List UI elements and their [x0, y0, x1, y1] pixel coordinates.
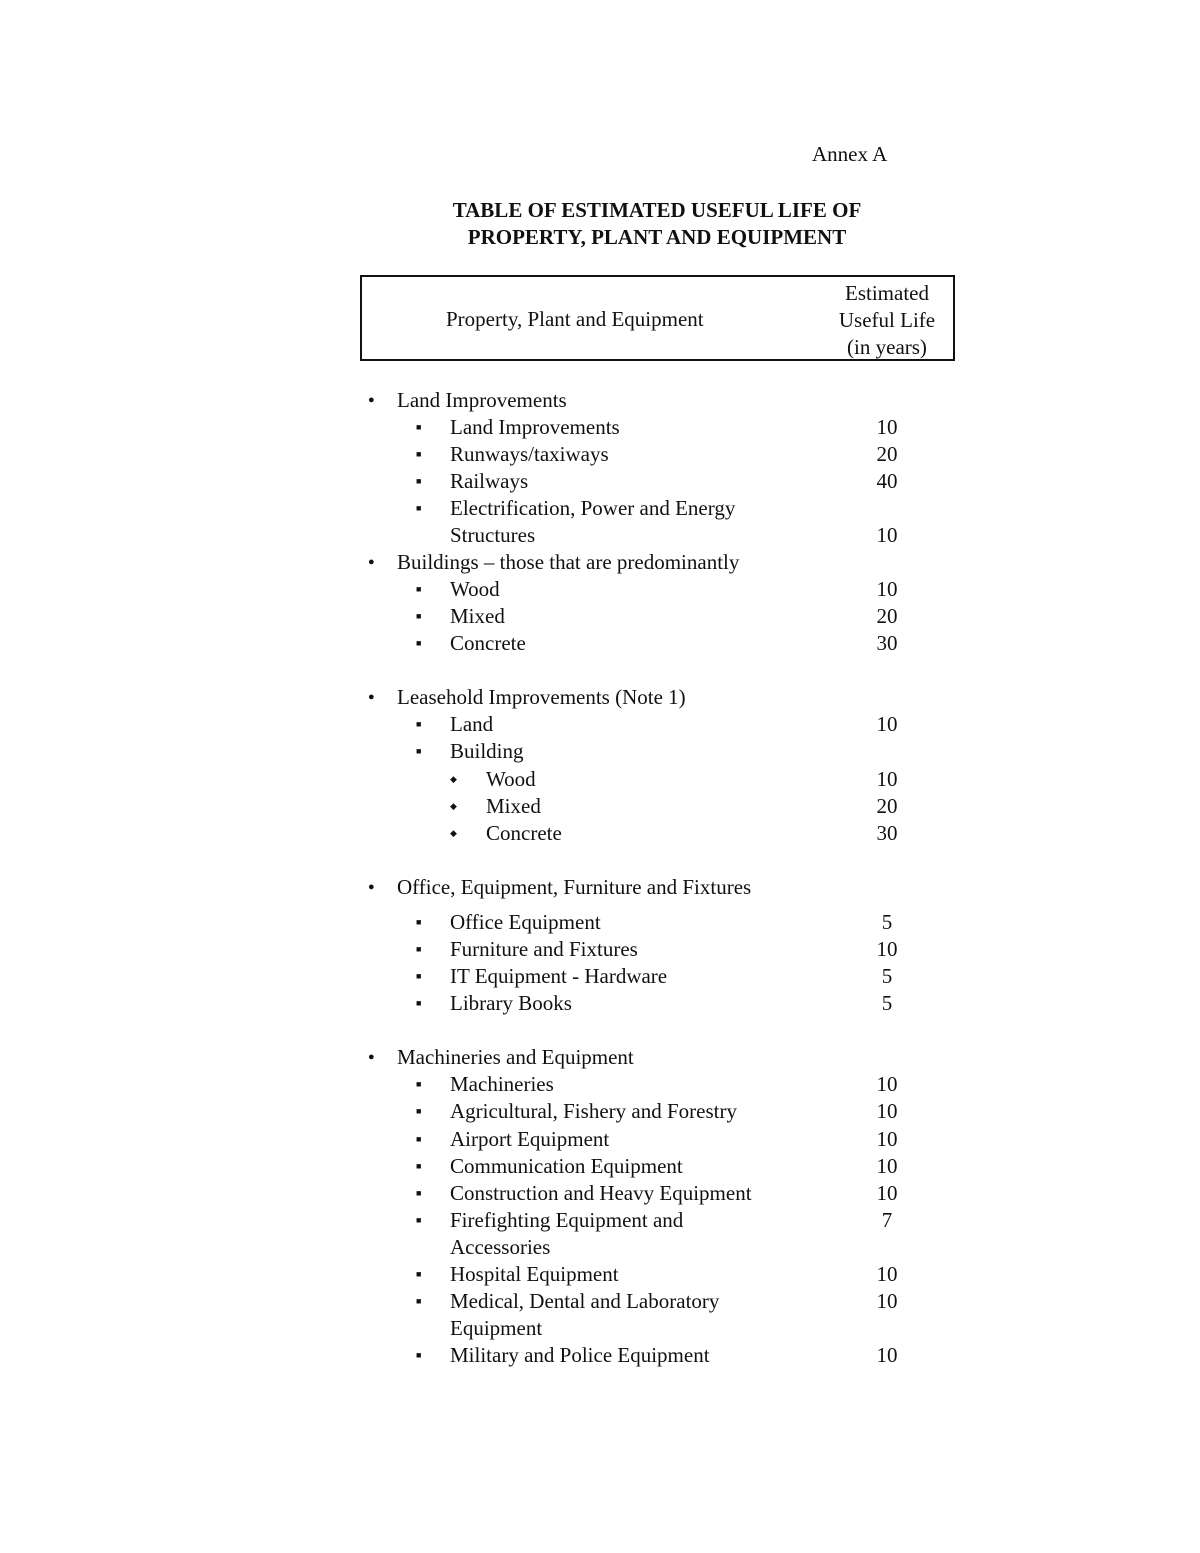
- list-row: [0, 1342, 1200, 1369]
- useful-life-value: 10: [876, 767, 898, 791]
- item-label: Mixed: [486, 794, 541, 818]
- useful-life-value: 10: [876, 1154, 898, 1178]
- item-label: Accessories: [450, 1235, 551, 1259]
- bullet-square-icon: ■: [416, 584, 422, 594]
- item-label: Structures: [450, 523, 536, 547]
- useful-life-value: 7: [881, 1208, 893, 1232]
- useful-life-value: 10: [876, 712, 898, 736]
- bullet-diamond-icon: ◆: [450, 801, 457, 811]
- useful-life-value: 30: [876, 631, 898, 655]
- bullet-dot-icon: ●: [368, 394, 375, 406]
- useful-life-value: 5: [881, 991, 893, 1015]
- bullet-dot-icon: ●: [368, 691, 375, 703]
- list-row: [0, 1261, 1200, 1288]
- item-label: Furniture and Fixtures: [450, 937, 638, 961]
- item-label: Equipment: [450, 1316, 543, 1340]
- item-label: IT Equipment - Hardware: [450, 964, 668, 988]
- list-row: [0, 522, 1200, 549]
- list-row: [0, 820, 1200, 847]
- useful-life-value: 10: [876, 1099, 898, 1123]
- bullet-square-icon: ■: [416, 422, 422, 432]
- list-row: [0, 1098, 1200, 1125]
- useful-life-value: 30: [876, 821, 898, 845]
- list-row: [0, 414, 1200, 441]
- document-title-line2: PROPERTY, PLANT AND EQUIPMENT: [467, 225, 847, 249]
- bullet-square-icon: ■: [416, 1079, 422, 1089]
- category-label: Office, Equipment, Furniture and Fixtures: [397, 875, 752, 899]
- bullet-dot-icon: ●: [368, 1051, 375, 1063]
- list-row: [0, 711, 1200, 738]
- item-label: Land: [450, 712, 494, 736]
- useful-life-value: 5: [881, 964, 893, 988]
- header-useful-life-line1: Estimated: [845, 281, 929, 305]
- useful-life-value: 40: [876, 469, 898, 493]
- list-row: [0, 630, 1200, 657]
- item-label: Railways: [450, 469, 529, 493]
- bullet-square-icon: ■: [416, 1269, 422, 1279]
- useful-life-value: 20: [876, 442, 898, 466]
- bullet-square-icon: ■: [416, 503, 422, 513]
- bullet-square-icon: ■: [416, 476, 422, 486]
- item-label: Land Improvements: [450, 415, 620, 439]
- header-useful-life-line2: Useful Life: [838, 308, 936, 332]
- list-row: [0, 441, 1200, 468]
- header-property-column: Property, Plant and Equipment: [446, 307, 704, 331]
- bullet-square-icon: ■: [416, 944, 422, 954]
- useful-life-value: 10: [876, 415, 898, 439]
- category-label: Leasehold Improvements (Note 1): [397, 685, 686, 709]
- list-row: [0, 793, 1200, 820]
- bullet-dot-icon: ●: [368, 556, 375, 568]
- useful-life-value: 20: [876, 604, 898, 628]
- list-row: [0, 1315, 1200, 1342]
- list-row: [0, 738, 1200, 765]
- list-row: [0, 936, 1200, 963]
- list-row: [0, 603, 1200, 630]
- list-row: [0, 468, 1200, 495]
- item-label: Library Books: [450, 991, 572, 1015]
- list-row: [0, 766, 1200, 793]
- bullet-square-icon: ■: [416, 1215, 422, 1225]
- list-row: [0, 1153, 1200, 1180]
- bullet-square-icon: ■: [416, 917, 422, 927]
- list-row: [0, 549, 1200, 576]
- bullet-dot-icon: ●: [368, 881, 375, 893]
- item-label: Wood: [486, 767, 536, 791]
- bullet-square-icon: ■: [416, 1350, 422, 1360]
- list-row: [0, 1126, 1200, 1153]
- bullet-square-icon: ■: [416, 449, 422, 459]
- list-row: [0, 1180, 1200, 1207]
- annex-label: Annex A: [812, 142, 888, 166]
- item-label: Electrification, Power and Energy: [450, 496, 736, 520]
- list-row: [0, 495, 1200, 522]
- item-label: Wood: [450, 577, 500, 601]
- list-row: [0, 1044, 1200, 1071]
- item-label: Firefighting Equipment and: [450, 1208, 684, 1232]
- item-label: Office Equipment: [450, 910, 601, 934]
- item-label: Military and Police Equipment: [450, 1343, 710, 1367]
- bullet-square-icon: ■: [416, 1134, 422, 1144]
- document-title-line1: TABLE OF ESTIMATED USEFUL LIFE OF: [452, 198, 862, 222]
- item-label: Runways/taxiways: [450, 442, 609, 466]
- useful-life-value: 10: [876, 1181, 898, 1205]
- bullet-square-icon: ■: [416, 1106, 422, 1116]
- bullet-diamond-icon: ◆: [450, 828, 457, 838]
- category-label: Land Improvements: [397, 388, 567, 412]
- bullet-square-icon: ■: [416, 1296, 422, 1306]
- useful-life-value: 10: [876, 523, 898, 547]
- useful-life-value: 10: [876, 937, 898, 961]
- list-row: [0, 1234, 1200, 1261]
- useful-life-value: 5: [881, 910, 893, 934]
- item-label: Concrete: [486, 821, 562, 845]
- bullet-square-icon: ■: [416, 746, 422, 756]
- useful-life-value: 10: [876, 1262, 898, 1286]
- item-label: Medical, Dental and Laboratory: [450, 1289, 720, 1313]
- list-row: [0, 684, 1200, 711]
- list-row: [0, 387, 1200, 414]
- list-row: [0, 909, 1200, 936]
- bullet-square-icon: ■: [416, 1161, 422, 1171]
- item-label: Construction and Heavy Equipment: [450, 1181, 752, 1205]
- useful-life-value: 10: [876, 1072, 898, 1096]
- category-label: Machineries and Equipment: [397, 1045, 634, 1069]
- list-row: [0, 1207, 1200, 1234]
- bullet-square-icon: ■: [416, 719, 422, 729]
- bullet-diamond-icon: ◆: [450, 774, 457, 784]
- bullet-square-icon: ■: [416, 998, 422, 1008]
- header-useful-life-column: [832, 280, 942, 361]
- category-label: Buildings – those that are predominantly: [397, 550, 740, 574]
- bullet-square-icon: ■: [416, 971, 422, 981]
- item-label: Airport Equipment: [450, 1127, 610, 1151]
- list-row: [0, 874, 1200, 901]
- header-useful-life-line3: (in years): [847, 335, 927, 359]
- useful-life-value: 20: [876, 794, 898, 818]
- table-header: [360, 275, 955, 361]
- item-label: Hospital Equipment: [450, 1262, 619, 1286]
- item-label: Communication Equipment: [450, 1154, 683, 1178]
- useful-life-value: 10: [876, 1127, 898, 1151]
- list-row: [0, 1071, 1200, 1098]
- useful-life-value: 10: [876, 1289, 898, 1313]
- item-label: Machineries: [450, 1072, 554, 1096]
- list-row: [0, 963, 1200, 990]
- item-label: Agricultural, Fishery and Forestry: [450, 1099, 737, 1123]
- item-label: Building: [450, 739, 524, 763]
- list-row: [0, 576, 1200, 603]
- item-label: Mixed: [450, 604, 505, 628]
- bullet-square-icon: ■: [416, 638, 422, 648]
- list-row: [0, 1288, 1200, 1315]
- list-row: [0, 990, 1200, 1017]
- bullet-square-icon: ■: [416, 1188, 422, 1198]
- item-label: Concrete: [450, 631, 526, 655]
- bullet-square-icon: ■: [416, 611, 422, 621]
- useful-life-value: 10: [876, 577, 898, 601]
- useful-life-value: 10: [876, 1343, 898, 1367]
